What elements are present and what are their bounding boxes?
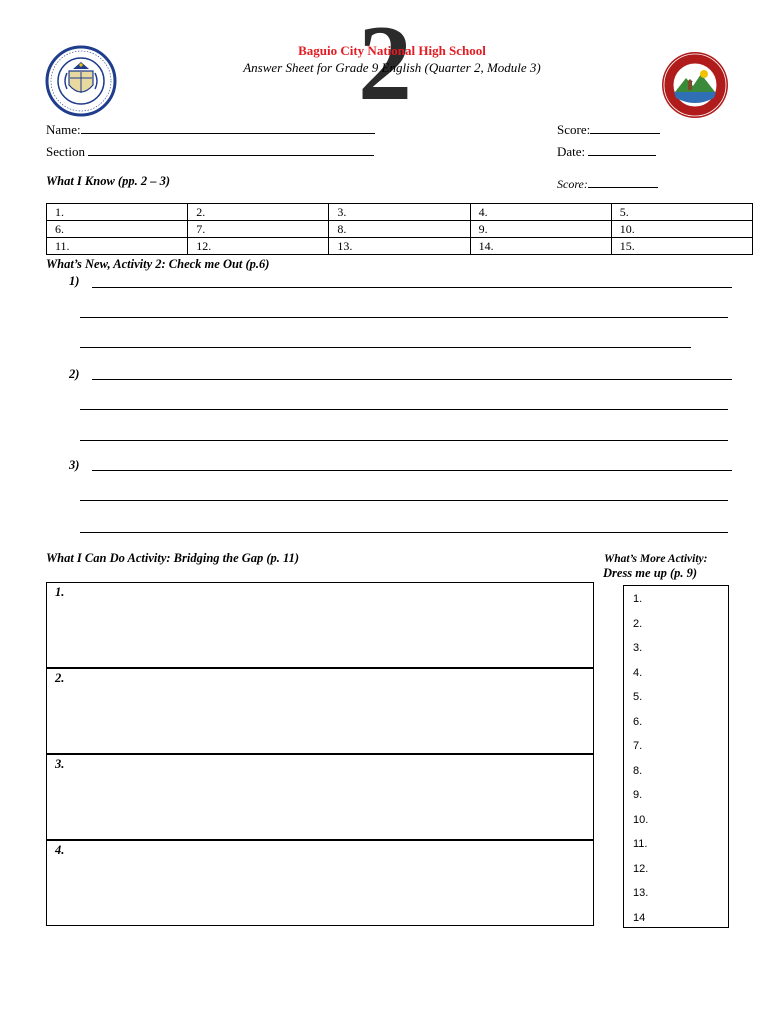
answer-cell[interactable]: 14. — [470, 238, 611, 255]
table-row — [47, 221, 753, 238]
list-item[interactable]: 10. — [633, 813, 649, 826]
score-label: Score: — [557, 122, 591, 137]
page-number-watermark: 2 — [358, 4, 412, 123]
list-item[interactable]: 8. — [633, 764, 643, 777]
answer-line[interactable] — [80, 440, 728, 441]
answer-cell[interactable]: 4. — [470, 204, 611, 221]
answer-line[interactable] — [80, 317, 728, 318]
bcnhs-seal-icon — [660, 50, 730, 120]
can-do-number: 1. — [55, 585, 65, 599]
sheet-title: Answer Sheet for Grade 9 English (Quarter 2, Module 3) — [243, 60, 541, 75]
answer-cell[interactable]: 13. — [329, 238, 470, 255]
list-item[interactable]: 9. — [633, 789, 643, 801]
list-item[interactable]: 7. — [633, 740, 643, 752]
date-line[interactable] — [588, 143, 656, 156]
question-1-label: 1) — [69, 274, 80, 288]
score-field — [557, 121, 660, 138]
answer-cell[interactable]: 6. — [47, 221, 188, 238]
can-do-box-4[interactable] — [46, 840, 594, 926]
answer-cell[interactable]: 9. — [470, 221, 611, 238]
list-item[interactable]: 4. — [633, 666, 643, 679]
name-label: Name: — [46, 122, 81, 137]
list-item[interactable]: 5. — [633, 691, 643, 703]
answer-cell[interactable]: 2. — [188, 204, 329, 221]
answer-cell[interactable]: 7. — [188, 221, 329, 238]
what-i-know-title: What I Know (pp. 2 – 3) — [46, 174, 170, 188]
answer-cell[interactable]: 3. — [329, 204, 470, 221]
can-do-box-1[interactable] — [46, 582, 594, 668]
answer-line[interactable] — [92, 379, 732, 380]
what-i-know-score — [557, 175, 658, 192]
section-line[interactable] — [88, 143, 374, 156]
whats-more-title: What’s More Activity: — [604, 553, 708, 565]
answer-cell[interactable]: 8. — [329, 221, 470, 238]
name-field — [46, 121, 375, 138]
whats-new-title: What’s New, Activity 2: Check me Out (p.6) — [46, 257, 270, 271]
date-label: Date: — [557, 144, 586, 159]
answer-cell[interactable]: 10. — [611, 221, 752, 238]
can-do-title: What I Can Do Activity: Bridging the Gap (p. 11) — [46, 551, 300, 565]
table-row — [47, 238, 753, 255]
what-i-know-score-label: Score: — [557, 177, 588, 191]
can-do-number: 3. — [55, 757, 65, 771]
score-line[interactable] — [590, 121, 660, 134]
question-2-label: 2) — [69, 367, 80, 381]
answer-line[interactable] — [80, 500, 728, 501]
can-do-number: 2. — [55, 671, 65, 685]
can-do-box-2[interactable] — [46, 668, 594, 754]
question-3-label: 3) — [69, 458, 80, 472]
school-name: Baguio City National High School — [298, 43, 486, 58]
list-item[interactable]: 6. — [633, 715, 643, 728]
name-line[interactable] — [81, 121, 375, 134]
answer-cell[interactable]: 15. — [611, 238, 752, 255]
answer-cell[interactable]: 5. — [611, 204, 752, 221]
list-item[interactable]: 14 — [633, 911, 646, 924]
answer-cell[interactable]: 1. — [47, 204, 188, 221]
can-do-number: 4. — [55, 843, 65, 857]
list-item[interactable]: 1. — [633, 593, 643, 605]
date-field — [557, 143, 656, 160]
answer-line[interactable] — [80, 532, 728, 533]
answer-line[interactable] — [80, 409, 728, 410]
dress-me-up-box — [623, 585, 729, 928]
can-do-box-3[interactable] — [46, 754, 594, 840]
table-row — [47, 204, 753, 221]
list-item[interactable]: 3. — [633, 642, 643, 654]
what-i-know-score-line[interactable] — [588, 175, 658, 188]
answer-cell[interactable]: 12. — [188, 238, 329, 255]
section-label: Section — [46, 144, 85, 159]
list-item[interactable]: 13. — [633, 887, 649, 899]
deped-seal-icon — [45, 45, 117, 117]
answer-cell[interactable]: 11. — [47, 238, 188, 255]
answer-line[interactable] — [80, 347, 691, 348]
list-item[interactable]: 12. — [633, 862, 649, 875]
list-item[interactable]: 2. — [633, 617, 643, 630]
answer-line[interactable] — [92, 287, 732, 288]
section-field — [46, 143, 374, 160]
list-item[interactable]: 11. — [633, 838, 648, 850]
answer-line[interactable] — [92, 470, 732, 471]
what-i-know-table — [46, 203, 753, 255]
whats-more-subtitle: Dress me up (p. 9) — [603, 566, 698, 580]
